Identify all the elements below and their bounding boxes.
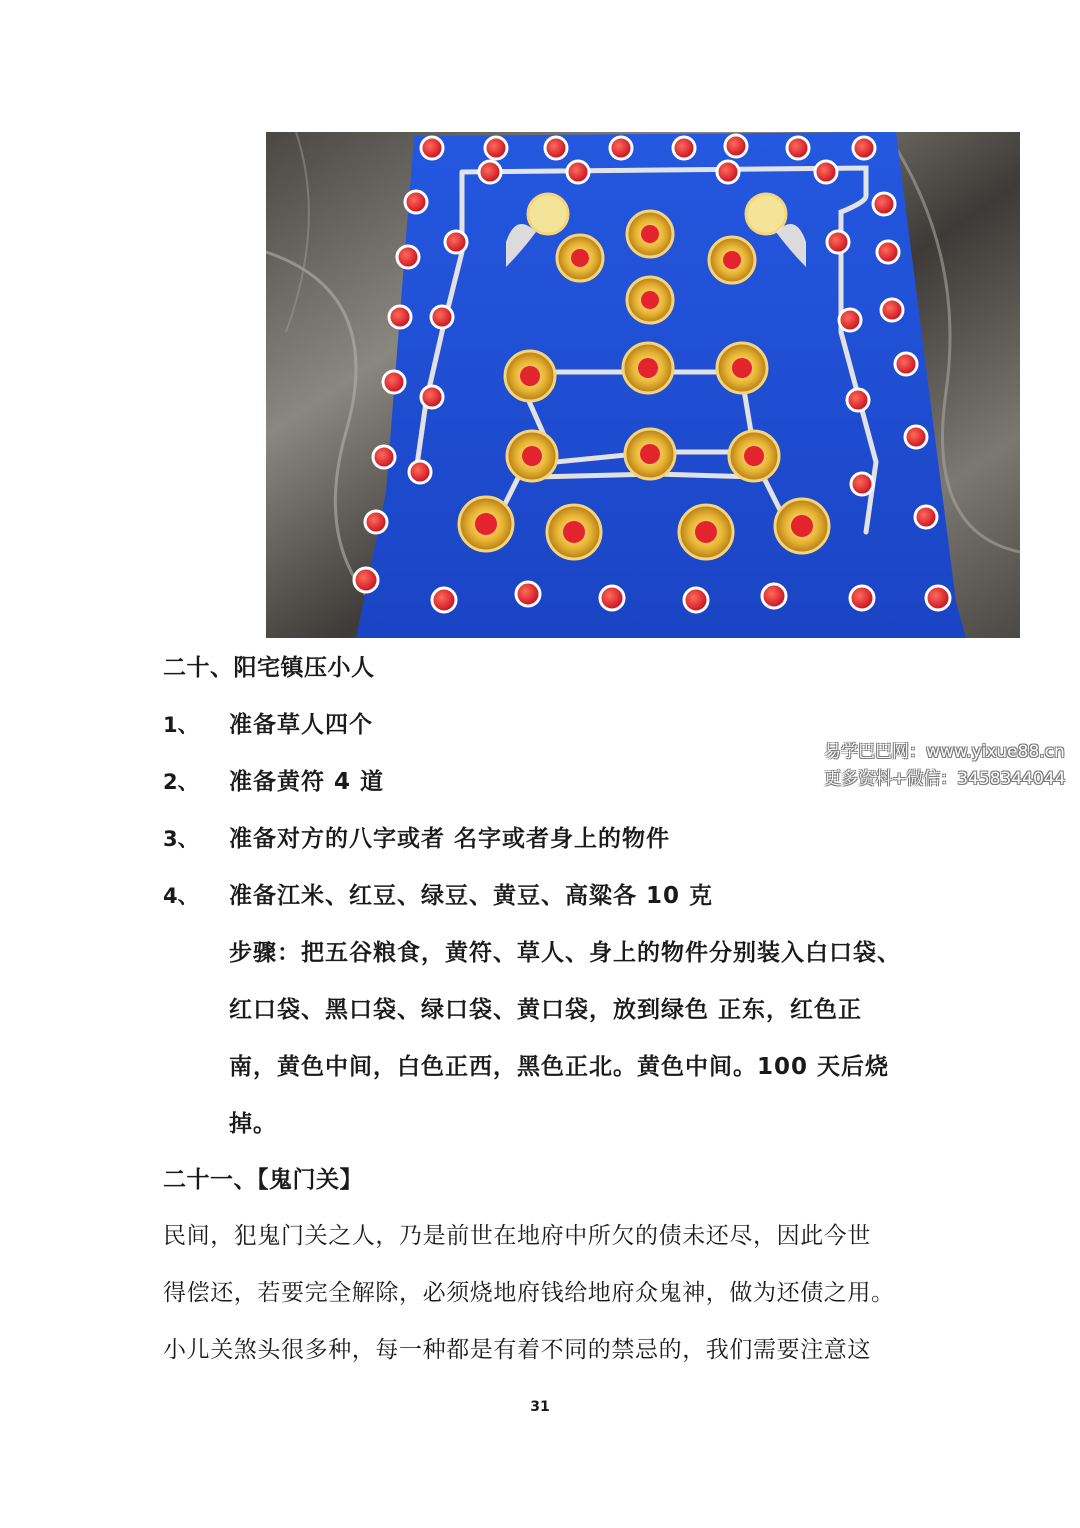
steps-line-3: 南，黄色中间，白色正西，黑色正北。黄色中间。100 天后烧 xyxy=(229,1054,890,1080)
page-number: 31 xyxy=(530,1399,550,1415)
item-4-number: 4、 xyxy=(163,884,199,908)
item-2-number: 2、 xyxy=(163,770,199,794)
ritual-photo xyxy=(266,132,1020,638)
section-21-title: 二十一、【鬼门关】 xyxy=(163,1167,363,1193)
section-20-title: 二十、阳宅镇压小人 xyxy=(163,655,375,681)
paragraph-line-3: 小儿关煞头很多种，每一种都是有着不同的禁忌的，我们需要注意这 xyxy=(163,1337,871,1363)
item-1-number: 1、 xyxy=(163,713,199,737)
watermark-site: 易学巴巴网：www.yixue88.cn xyxy=(824,742,1065,762)
item-4-text: 准备江米、红豆、绿豆、黄豆、高粱各 10 克 xyxy=(229,883,714,909)
item-3-text: 准备对方的八字或者 名字或者身上的物件 xyxy=(229,826,671,852)
steps-line-4: 掉。 xyxy=(229,1111,277,1137)
paragraph-line-1: 民间，犯鬼门关之人，乃是前世在地府中所欠的债未还尽，因此今世 xyxy=(163,1223,871,1249)
item-3-number: 3、 xyxy=(163,827,199,851)
steps-line-1: 步骤：把五谷粮食，黄符、草人、身上的物件分别装入白口袋、 xyxy=(229,940,901,966)
steps-line-2: 红口袋、黑口袋、绿口袋、黄口袋，放到绿色 正东，红色正 xyxy=(229,997,863,1023)
item-2-text: 准备黄符 4 道 xyxy=(229,769,385,795)
paragraph-line-2: 得偿还，若要完全解除，必须烧地府钱给地府众鬼神，做为还债之用。 xyxy=(163,1280,895,1306)
item-1-text: 准备草人四个 xyxy=(229,712,373,738)
watermark-contact: 更多资料+微信：3458344044 xyxy=(824,769,1066,789)
